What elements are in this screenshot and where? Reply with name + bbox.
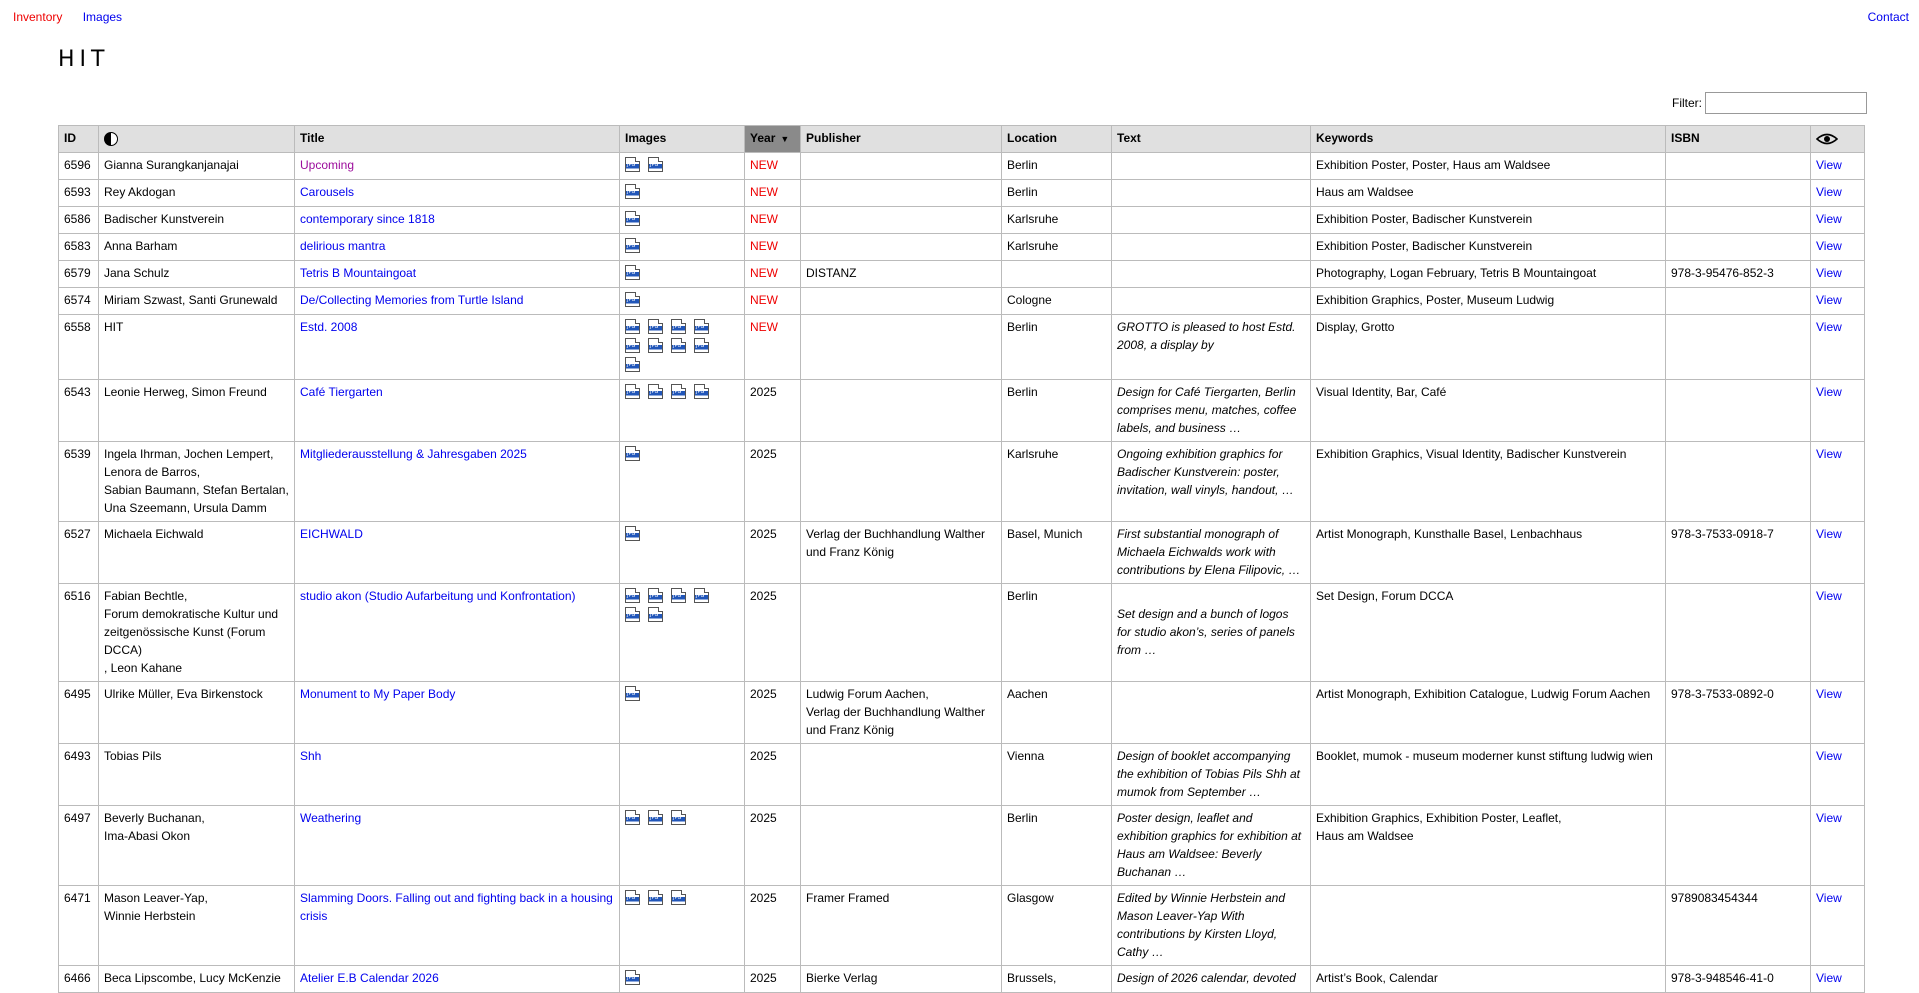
cell-location: Berlin [1002,584,1112,682]
cell-view [1811,380,1865,442]
cell-keywords: Exhibition Graphics, Poster, Museum Ludwig [1311,288,1666,315]
cell-year: NEW [745,261,801,288]
cell-publisher [801,153,1002,180]
cell-year: 2025 [745,744,801,806]
title-link[interactable]: Monument to My Paper Body [300,687,456,701]
cell-id: 6596 [59,153,99,180]
table-row[interactable] [59,966,1865,993]
jpg-file-icon[interactable]: JPG [648,607,663,622]
cell-text: Poster design, leaflet and exhibition graphics for exhibition at Haus am Waldsee: Beverly Buchanan … [1112,806,1311,886]
cell-location: Vienna [1002,744,1112,806]
view-link[interactable]: View [1816,293,1842,307]
cell-images [620,584,745,682]
cell-title [295,806,620,886]
cell-id: 6579 [59,261,99,288]
view-link[interactable]: View [1816,158,1842,172]
cell-isbn: 978-3-7533-0892-0 [1666,682,1811,744]
cell-title [295,261,620,288]
cell-text [1112,682,1311,744]
jpg-file-icon[interactable]: JPG [625,184,640,199]
col-title-header[interactable]: Title [295,126,620,153]
jpg-file-icon[interactable]: JPG [648,338,663,353]
cell-keywords: Exhibition Poster, Badischer Kunstverein [1311,234,1666,261]
cell-title [295,584,620,682]
cell-keywords: Artist Monograph, Kunsthalle Basel, Lenbachhaus [1311,522,1666,584]
cell-keywords: Exhibition Graphics, Exhibition Poster, Leaflet, Haus am Waldsee [1311,806,1666,886]
cell-view [1811,522,1865,584]
table-row[interactable] [59,207,1865,234]
cell-year: NEW [745,153,801,180]
cell-title [295,180,620,207]
cell-location: Berlin [1002,380,1112,442]
view-link[interactable]: View [1816,811,1842,825]
cell-year: 2025 [745,584,801,682]
view-link[interactable]: View [1816,749,1842,763]
table-row[interactable] [59,153,1865,180]
cell-view [1811,744,1865,806]
filter-label: Filter: [1672,96,1702,110]
cell-title [295,380,620,442]
inventory-table [58,125,1865,993]
cell-location: Karlsruhe [1002,442,1112,522]
table-row[interactable] [59,744,1865,806]
jpg-file-icon[interactable]: JPG [671,588,686,603]
cell-view [1811,584,1865,682]
cell-person: Anna Barham [99,234,295,261]
cell-isbn [1666,806,1811,886]
cell-keywords [1311,886,1666,966]
cell-id: 6558 [59,315,99,380]
cell-view [1811,153,1865,180]
cell-person: Mason Leaver-Yap, Winnie Herbstein [99,886,295,966]
jpg-file-icon[interactable]: JPG [694,588,709,603]
jpg-file-icon[interactable]: JPG [625,211,640,226]
cell-person: Miriam Szwast, Santi Grunewald [99,288,295,315]
cell-images [620,180,745,207]
table-row[interactable] [59,288,1865,315]
cell-text [1112,288,1311,315]
title-link[interactable]: contemporary since 1818 [300,212,435,226]
cell-publisher: DISTANZ [801,261,1002,288]
cell-keywords: Visual Identity, Bar, Café [1311,380,1666,442]
jpg-file-icon[interactable]: JPG [625,446,640,461]
jpg-file-icon[interactable]: JPG [625,157,640,172]
jpg-file-icon[interactable]: JPG [625,588,640,603]
table-row[interactable] [59,682,1865,744]
cell-location: Aachen [1002,682,1112,744]
cell-text: Design of booklet accompanying the exhibition of Tobias Pils Shh at mumok from September … [1112,744,1311,806]
cell-person: Beverly Buchanan, Ima-Abasi Okon [99,806,295,886]
cell-location: Berlin [1002,180,1112,207]
jpg-file-icon[interactable]: JPG [648,384,663,399]
view-link[interactable]: View [1816,385,1842,399]
cell-person: Leonie Herweg, Simon Freund [99,380,295,442]
cell-title [295,886,620,966]
jpg-file-icon[interactable]: JPG [648,588,663,603]
view-link[interactable]: View [1816,447,1842,461]
cell-title [295,744,620,806]
table-row[interactable] [59,180,1865,207]
cell-keywords: Photography, Logan February, Tetris B Mountaingoat [1311,261,1666,288]
cell-images [620,744,745,806]
cell-location: Karlsruhe [1002,207,1112,234]
title-link[interactable]: Café Tiergarten [300,385,383,399]
title-link[interactable]: Tetris B Mountaingoat [300,266,417,280]
cell-year: NEW [745,180,801,207]
cell-publisher [801,442,1002,522]
table-row[interactable] [59,380,1865,442]
cell-keywords: Exhibition Graphics, Visual Identity, Badischer Kunstverein [1311,442,1666,522]
cell-text [1112,207,1311,234]
title-link[interactable]: EICHWALD [300,527,363,541]
cell-isbn [1666,315,1811,380]
cell-view [1811,966,1865,993]
eye-icon [1816,133,1838,145]
cell-id: 6495 [59,682,99,744]
view-link[interactable]: View [1816,589,1842,603]
view-link[interactable]: View [1816,266,1842,280]
col-text-header[interactable]: Text [1112,126,1311,153]
cell-title [295,153,620,180]
cell-images [620,806,745,886]
col-publisher-header[interactable]: Publisher [801,126,1002,153]
cell-publisher: Bierke Verlag [801,966,1002,993]
cell-publisher [801,234,1002,261]
col-location-header[interactable]: Location [1002,126,1112,153]
view-link[interactable]: View [1816,527,1842,541]
cell-keywords: Haus am Waldsee [1311,180,1666,207]
cell-person: Gianna Surangkanjanajai [99,153,295,180]
nav-images-link[interactable]: Images [82,10,123,24]
cell-id: 6593 [59,180,99,207]
col-images-header[interactable]: Images [620,126,745,153]
jpg-file-icon[interactable]: JPG [694,384,709,399]
jpg-file-icon[interactable]: JPG [625,970,640,985]
cell-year: 2025 [745,806,801,886]
cell-view [1811,261,1865,288]
jpg-file-icon[interactable]: JPG [625,526,640,541]
cell-person: Ingela Ihrman, Jochen Lempert, Lenora de Barros, Sabian Baumann, Stefan Bertalan, Una Szeemann, Ursula Damm [99,442,295,522]
cell-images [620,288,745,315]
cell-id: 6493 [59,744,99,806]
cell-year: NEW [745,315,801,380]
cell-text [1112,180,1311,207]
cell-images [620,966,745,993]
cell-publisher [801,584,1002,682]
cell-id: 6516 [59,584,99,682]
cell-id: 6527 [59,522,99,584]
view-link[interactable]: View [1816,891,1842,905]
col-year-header[interactable] [745,126,801,153]
cell-view [1811,442,1865,522]
jpg-file-icon[interactable]: JPG [625,384,640,399]
cell-isbn [1666,288,1811,315]
cell-images [620,315,745,380]
cell-images [620,522,745,584]
cell-text [1112,234,1311,261]
cell-images [620,682,745,744]
title-link[interactable]: De/Collecting Memories from Turtle Island [300,293,524,307]
jpg-file-icon[interactable]: JPG [648,810,663,825]
cell-location: Cologne [1002,288,1112,315]
cell-images [620,380,745,442]
title-link[interactable]: Upcoming [300,158,355,172]
cell-location: Basel, Munich [1002,522,1112,584]
nav-inventory-link[interactable]: Inventory [13,10,63,24]
view-link[interactable]: View [1816,971,1842,985]
cell-isbn [1666,380,1811,442]
cell-text: Set design and a bunch of logos for studio akon’s, series of panels from … [1112,584,1311,682]
cell-person: Beca Lipscombe, Lucy McKenzie [99,966,295,993]
filter-input[interactable] [1705,92,1867,114]
cell-id: 6543 [59,380,99,442]
cell-location: Berlin [1002,315,1112,380]
cell-location: Berlin [1002,806,1112,886]
cell-title [295,442,620,522]
cell-images [620,886,745,966]
cell-text: Ongoing exhibition graphics for Badischer Kunstverein: poster, invitation, wall vinyls, handout, … [1112,442,1311,522]
site-title: HIT [58,47,110,72]
cell-person: Tobias Pils [99,744,295,806]
cell-publisher [801,806,1002,886]
jpg-file-icon[interactable]: JPG [625,357,640,372]
jpg-file-icon[interactable]: JPG [671,890,686,905]
cell-keywords: Exhibition Poster, Poster, Haus am Waldsee [1311,153,1666,180]
jpg-file-icon[interactable]: JPG [694,338,709,353]
cell-publisher [801,380,1002,442]
cell-title [295,207,620,234]
view-link[interactable]: View [1816,320,1842,334]
jpg-file-icon[interactable]: JPG [625,319,640,334]
title-link[interactable]: Shh [300,749,322,763]
cell-keywords: Exhibition Poster, Badischer Kunstverein [1311,207,1666,234]
cell-keywords: Artist’s Book, Calendar [1311,966,1666,993]
col-year-label: Year [750,131,776,145]
cell-publisher [801,288,1002,315]
cell-keywords: Set Design, Forum DCCA [1311,584,1666,682]
cell-text: Design for Café Tiergarten, Berlin comprises menu, matches, coffee labels, and business … [1112,380,1311,442]
jpg-file-icon[interactable]: JPG [625,686,640,701]
jpg-file-icon[interactable]: JPG [648,319,663,334]
col-person-header[interactable] [99,126,295,153]
cell-year: 2025 [745,966,801,993]
title-link[interactable]: studio akon (Studio Aufarbeitung und Konfrontation) [300,589,576,603]
cell-keywords: Booklet, mumok - museum moderner kunst stiftung ludwig wien [1311,744,1666,806]
cell-id: 6583 [59,234,99,261]
cell-publisher [801,207,1002,234]
cell-id: 6586 [59,207,99,234]
cell-isbn: 978-3-948546-41-0 [1666,966,1811,993]
cell-text [1112,261,1311,288]
cell-location [1002,261,1112,288]
cell-view [1811,315,1865,380]
cell-isbn [1666,207,1811,234]
cell-keywords: Display, Grotto [1311,315,1666,380]
col-id-header[interactable]: ID [59,126,99,153]
cell-publisher: Verlag der Buchhandlung Walther und Franz König [801,522,1002,584]
cell-title [295,522,620,584]
yin-yang-icon [104,132,118,146]
cell-id: 6466 [59,966,99,993]
cell-publisher [801,315,1002,380]
title-link[interactable]: Mitgliederausstellung & Jahresgaben 2025 [300,447,527,461]
title-link[interactable]: Atelier E.B Calendar 2026 [300,971,439,985]
cell-year: 2025 [745,442,801,522]
view-link[interactable]: View [1816,239,1842,253]
cell-title [295,682,620,744]
cell-publisher: Ludwig Forum Aachen, Verlag der Buchhandlung Walther und Franz König [801,682,1002,744]
table-row[interactable] [59,442,1865,522]
cell-isbn [1666,234,1811,261]
cell-isbn: 978-3-95476-852-3 [1666,261,1811,288]
nav-contact-link[interactable]: Contact [1867,10,1909,24]
cell-view [1811,180,1865,207]
cell-year: 2025 [745,886,801,966]
cell-images [620,234,745,261]
cell-text: Design of 2026 calendar, devoted [1112,966,1311,993]
cell-images [620,207,745,234]
cell-year: 2025 [745,682,801,744]
cell-id: 6574 [59,288,99,315]
cell-view [1811,682,1865,744]
cell-id: 6497 [59,806,99,886]
col-isbn-header[interactable]: ISBN [1666,126,1811,153]
view-link[interactable]: View [1816,185,1842,199]
jpg-file-icon[interactable]: JPG [625,810,640,825]
cell-view [1811,234,1865,261]
cell-keywords: Artist Monograph, Exhibition Catalogue, Ludwig Forum Aachen [1311,682,1666,744]
cell-year: 2025 [745,522,801,584]
cell-text: Edited by Winnie Herbstein and Mason Leaver-Yap With contributions by Kirsten Lloyd, Cathy … [1112,886,1311,966]
cell-year: NEW [745,207,801,234]
cell-person: Fabian Bechtle, Forum demokratische Kultur und zeitgenössische Kunst (Forum DCCA) , Leon Kahane [99,584,295,682]
table-row[interactable] [59,234,1865,261]
jpg-file-icon[interactable]: JPG [671,810,686,825]
cell-person: Michaela Eichwald [99,522,295,584]
table-body [59,153,1865,993]
table-row[interactable] [59,806,1865,886]
cell-view [1811,886,1865,966]
jpg-file-icon[interactable]: JPG [625,338,640,353]
cell-isbn: 978-3-7533-0918-7 [1666,522,1811,584]
cell-year: 2025 [745,380,801,442]
cell-title [295,315,620,380]
cell-person: Jana Schulz [99,261,295,288]
table-row[interactable] [59,886,1865,966]
table-header-row [59,126,1865,153]
jpg-file-icon[interactable]: JPG [625,292,640,307]
sort-down-arrow-icon: ▼ [780,134,790,144]
cell-title [295,288,620,315]
cell-text: First substantial monograph of Michaela Eichwalds work with contributions by Elena Filipovic, … [1112,522,1311,584]
cell-publisher [801,744,1002,806]
jpg-file-icon[interactable]: JPG [625,607,640,622]
cell-images [620,153,745,180]
cell-location: Brussels, [1002,966,1112,993]
cell-id: 6539 [59,442,99,522]
cell-text: GROTTO is pleased to host Estd. 2008, a display by [1112,315,1311,380]
title-link[interactable]: delirious mantra [300,239,386,253]
cell-view [1811,207,1865,234]
cell-isbn [1666,180,1811,207]
jpg-file-icon[interactable]: JPG [648,890,663,905]
cell-text [1112,153,1311,180]
cell-publisher: Framer Framed [801,886,1002,966]
title-link[interactable]: Estd. 2008 [300,320,358,334]
jpg-file-icon[interactable]: JPG [694,319,709,334]
top-nav [13,10,139,24]
view-link[interactable]: View [1816,687,1842,701]
cell-year: NEW [745,288,801,315]
cell-title [295,966,620,993]
cell-person: Ulrike Müller, Eva Birkenstock [99,682,295,744]
jpg-file-icon[interactable]: JPG [671,319,686,334]
cell-person: Rey Akdogan [99,180,295,207]
cell-year: NEW [745,234,801,261]
table-row[interactable] [59,584,1865,682]
cell-isbn [1666,153,1811,180]
jpg-file-icon[interactable]: JPG [648,157,663,172]
cell-title [295,234,620,261]
cell-location: Glasgow [1002,886,1112,966]
table-row[interactable] [59,261,1865,288]
jpg-file-icon[interactable]: JPG [625,890,640,905]
cell-person: HIT [99,315,295,380]
cell-view [1811,288,1865,315]
jpg-file-icon[interactable]: JPG [671,338,686,353]
title-link[interactable]: Carousels [300,185,355,199]
cell-id: 6471 [59,886,99,966]
cell-isbn: 9789083454344 [1666,886,1811,966]
cell-person: Badischer Kunstverein [99,207,295,234]
col-keywords-header[interactable]: Keywords [1311,126,1666,153]
table-row[interactable] [59,315,1865,380]
filter-box [1672,92,1867,114]
view-link[interactable]: View [1816,212,1842,226]
jpg-file-icon[interactable]: JPG [625,238,640,253]
cell-location: Berlin [1002,153,1112,180]
col-view-header[interactable] [1811,126,1865,153]
title-link[interactable]: Slamming Doors. Falling out and fighting back in a housing crisis [300,891,613,923]
cell-isbn [1666,744,1811,806]
title-link[interactable]: Weathering [300,811,362,825]
jpg-file-icon[interactable]: JPG [625,265,640,280]
cell-view [1811,806,1865,886]
cell-isbn [1666,584,1811,682]
cell-images [620,442,745,522]
table-row[interactable] [59,522,1865,584]
cell-images [620,261,745,288]
cell-publisher [801,180,1002,207]
cell-isbn [1666,442,1811,522]
cell-location: Karlsruhe [1002,234,1112,261]
jpg-file-icon[interactable]: JPG [671,384,686,399]
